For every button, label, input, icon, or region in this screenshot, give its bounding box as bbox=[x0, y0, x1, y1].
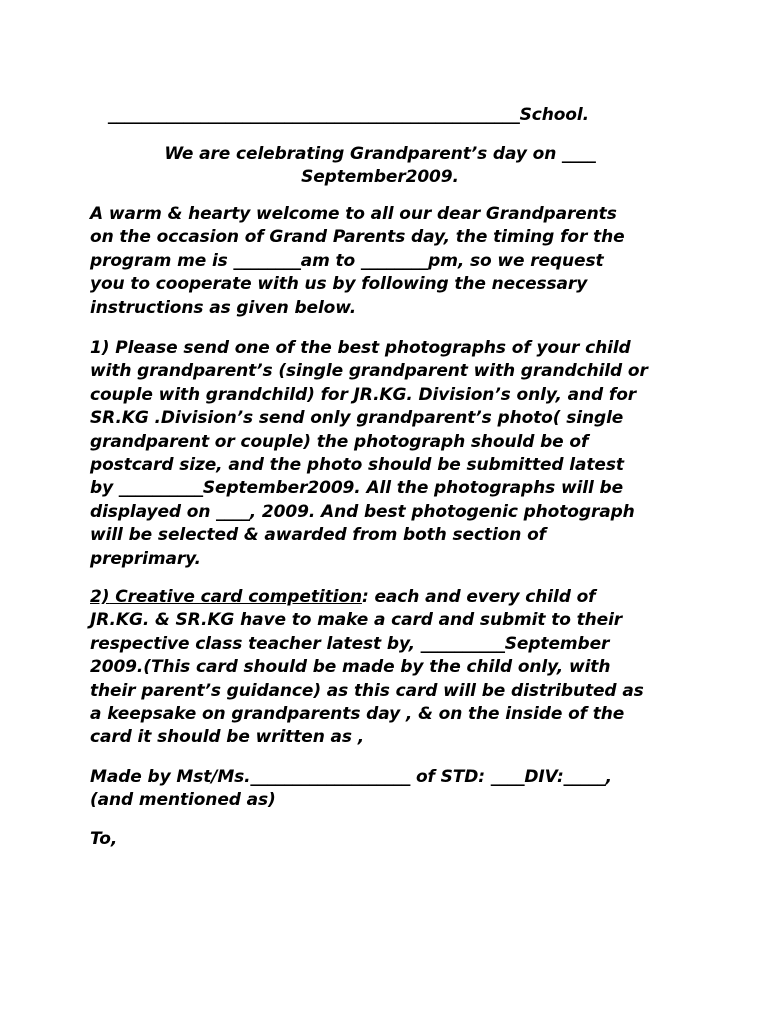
celebration-heading bbox=[90, 143, 670, 189]
welcome-line: program me is ________am to ________pm, so we request bbox=[90, 250, 604, 271]
item1-line: preprimary. bbox=[90, 548, 201, 569]
item1-line: by __________September2009. All the photographs will be bbox=[90, 478, 624, 499]
card-competition-paragraph bbox=[90, 586, 690, 750]
school-name-line: _________________________________________________School. bbox=[108, 105, 589, 125]
item1-line: displayed on ____, 2009. And best photogenic photograph bbox=[90, 501, 635, 522]
item2-line: card it should be written as , bbox=[90, 727, 365, 748]
item2-number: 2) bbox=[90, 587, 110, 607]
item2-line: 2009.(This card should be made by the child only, with bbox=[90, 657, 611, 678]
card-competition-title: Creative card competition bbox=[109, 587, 362, 607]
item1-line: with grandparent’s (single grandparent with grandchild or bbox=[90, 361, 648, 382]
heading-line-1: We are celebrating Grandparent’s day on ____ bbox=[164, 144, 596, 164]
item2-line: a keepsake on grandparents day , & on the inside of the bbox=[90, 704, 625, 725]
made-by-paragraph bbox=[90, 766, 690, 813]
closing-salutation: To, bbox=[90, 829, 118, 849]
welcome-paragraph bbox=[90, 203, 690, 320]
item2-first-line bbox=[90, 586, 690, 609]
welcome-line: instructions as given below. bbox=[90, 297, 357, 318]
item1-line: couple with grandchild) for JR.KG. Division’s only, and for bbox=[90, 384, 637, 405]
item2-first-line-rest: : each and every child of bbox=[361, 587, 596, 607]
item1-line: grandparent or couple) the photograph should be of bbox=[90, 431, 589, 452]
item1-line: postcard size, and the photo should be submitted latest bbox=[90, 455, 624, 476]
heading-line-2: September2009. bbox=[301, 167, 459, 187]
made-by-line: (and mentioned as) bbox=[90, 790, 276, 811]
welcome-line: you to cooperate with us by following the necessary bbox=[90, 274, 588, 295]
welcome-line: on the occasion of Grand Parents day, the timing for the bbox=[90, 227, 625, 248]
item1-line: SR.KG .Division’s send only grandparent’s photo( single bbox=[90, 408, 624, 429]
item1-line: 1) Please send one of the best photographs of your child bbox=[90, 338, 631, 358]
item2-line: their parent’s guidance) as this card will be distributed as bbox=[90, 680, 644, 701]
made-by-line: Made by Mst/Ms.___________________ of STD: ____DIV:_____, bbox=[90, 767, 613, 787]
photograph-instruction-paragraph bbox=[90, 337, 690, 571]
item1-line: will be selected & awarded from both section of bbox=[90, 525, 546, 546]
item2-line: JR.KG. & SR.KG have to make a card and submit to their bbox=[90, 610, 623, 631]
welcome-line: A warm & hearty welcome to all our dear Grandparents bbox=[90, 204, 617, 224]
item2-line: respective class teacher latest by, __________September bbox=[90, 633, 610, 654]
